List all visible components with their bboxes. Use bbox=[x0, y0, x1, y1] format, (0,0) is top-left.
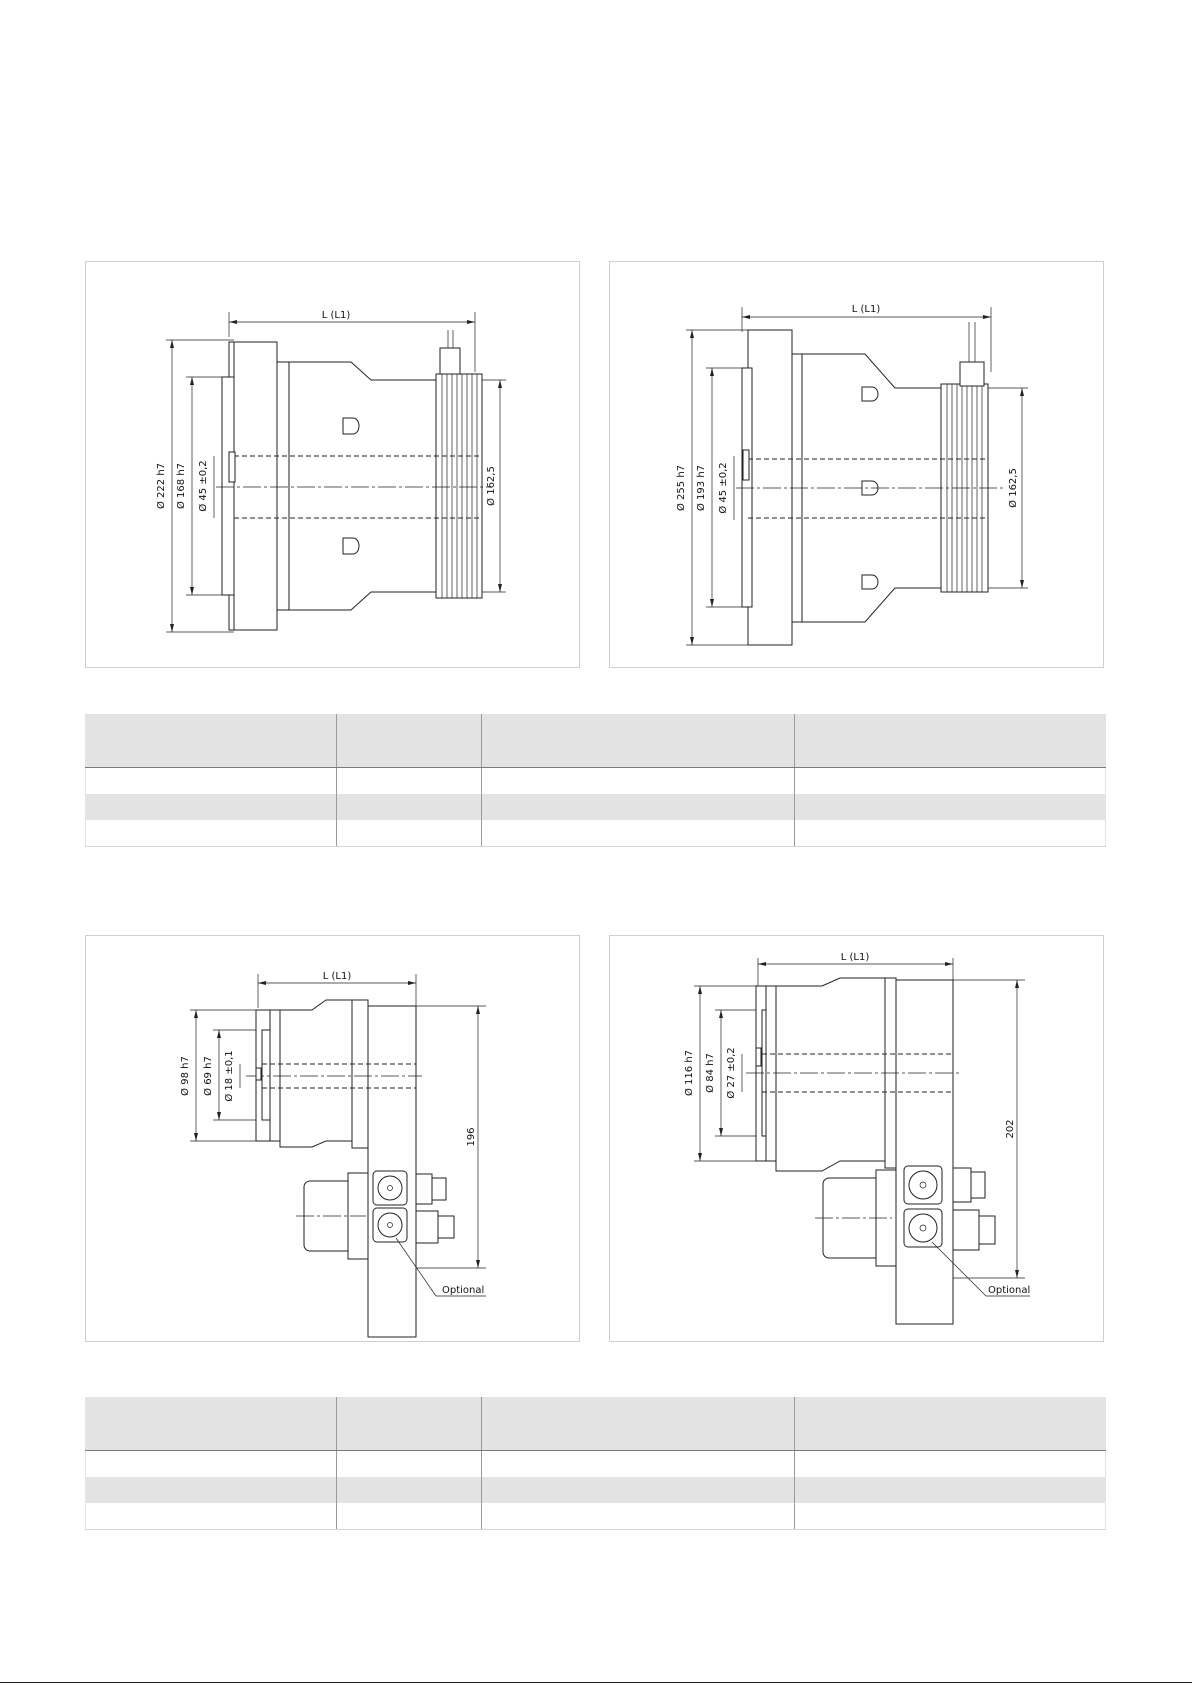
table-cell bbox=[482, 820, 795, 847]
table-row bbox=[86, 1503, 1106, 1530]
table-cell bbox=[86, 1503, 337, 1530]
table-cell bbox=[337, 1477, 482, 1503]
technical-drawing-top-left bbox=[86, 262, 581, 669]
cable-gland bbox=[440, 348, 460, 374]
length-label: L (L1) bbox=[851, 304, 881, 315]
table-cell bbox=[86, 820, 337, 847]
outer-diameter-label: Ø 255 h7 bbox=[676, 464, 687, 512]
length-label: L (L1) bbox=[322, 971, 352, 982]
table-cell bbox=[337, 768, 482, 795]
table-cell bbox=[795, 820, 1106, 847]
table-cell bbox=[482, 794, 795, 820]
optional-label: Optional bbox=[442, 1285, 485, 1296]
table-row bbox=[86, 1451, 1106, 1478]
table-header-row bbox=[86, 715, 1106, 768]
mid-diameter-label: Ø 69 h7 bbox=[203, 1056, 214, 1096]
table-cell bbox=[795, 768, 1106, 795]
outer-diameter-label: Ø 222 h7 bbox=[156, 462, 167, 510]
bore-diameter-label: Ø 27 ±0,2 bbox=[726, 1047, 737, 1099]
optional-label: Optional bbox=[988, 1285, 1031, 1296]
connector-icon bbox=[904, 1166, 942, 1204]
table-cell bbox=[337, 794, 482, 820]
right-diameter-label: Ø 162,5 bbox=[486, 466, 497, 506]
table-header-cell bbox=[482, 1398, 795, 1451]
table-header-cell bbox=[795, 715, 1106, 768]
connector-plug-icon bbox=[953, 1168, 995, 1250]
table-cell bbox=[337, 1451, 482, 1478]
table-cell bbox=[337, 820, 482, 847]
outer-diameter-label: Ø 116 h7 bbox=[684, 1049, 695, 1097]
connector-icon bbox=[373, 1171, 407, 1205]
table-header-cell bbox=[482, 715, 795, 768]
right-diameter-label: Ø 162,5 bbox=[1008, 468, 1019, 508]
table-cell bbox=[482, 1477, 795, 1503]
table-header-cell bbox=[795, 1398, 1106, 1451]
bore-diameter-label: Ø 45 ±0,2 bbox=[718, 462, 729, 514]
mid-diameter-label: Ø 84 h7 bbox=[705, 1053, 716, 1093]
length-label: L (L1) bbox=[840, 952, 870, 963]
table-header-row bbox=[86, 1398, 1106, 1451]
mid-diameter-label: Ø 168 h7 bbox=[176, 462, 187, 510]
table-cell bbox=[795, 1477, 1106, 1503]
outer-diameter-label: Ø 98 h7 bbox=[180, 1056, 191, 1096]
technical-drawing-bottom-right bbox=[610, 936, 1105, 1343]
mid-diameter-label: Ø 193 h7 bbox=[696, 464, 707, 512]
drawing-panel-top-left bbox=[85, 261, 580, 668]
table-row bbox=[86, 820, 1106, 847]
table-cell bbox=[482, 768, 795, 795]
table-cell bbox=[795, 1451, 1106, 1478]
bore-diameter-label: Ø 45 ±0,2 bbox=[198, 460, 209, 512]
drawing-panel-top-right bbox=[609, 261, 1104, 668]
table-cell bbox=[795, 1503, 1106, 1530]
table-cell bbox=[86, 794, 337, 820]
table-cell bbox=[86, 768, 337, 795]
table-cell bbox=[86, 1477, 337, 1503]
table-header-cell bbox=[86, 1398, 337, 1451]
length-label: L (L1) bbox=[321, 310, 351, 321]
table-header-cell bbox=[337, 1398, 482, 1451]
technical-drawing-bottom-left bbox=[86, 936, 581, 1343]
table-row bbox=[86, 794, 1106, 820]
height-label: 202 bbox=[1005, 1119, 1016, 1139]
connector-icon bbox=[373, 1208, 407, 1242]
technical-drawing-top-right bbox=[610, 262, 1105, 669]
table-header-cell bbox=[86, 715, 337, 768]
table-row bbox=[86, 768, 1106, 795]
footer-rule bbox=[0, 1682, 1192, 1683]
spec-table-2 bbox=[85, 1397, 1106, 1530]
height-label: 196 bbox=[466, 1127, 477, 1147]
spec-table-1 bbox=[85, 714, 1106, 847]
table-cell bbox=[482, 1451, 795, 1478]
bore-diameter-label: Ø 18 ±0,1 bbox=[224, 1050, 235, 1102]
connector-icon bbox=[904, 1209, 942, 1247]
table-cell bbox=[337, 1503, 482, 1530]
table-header-cell bbox=[337, 715, 482, 768]
drawing-panel-bottom-left bbox=[85, 935, 580, 1342]
cable-gland bbox=[960, 362, 984, 386]
drawing-panel-bottom-right bbox=[609, 935, 1104, 1342]
connector-plug-icon bbox=[416, 1174, 454, 1243]
table-row bbox=[86, 1477, 1106, 1503]
table-cell bbox=[86, 1451, 337, 1478]
table-cell bbox=[482, 1503, 795, 1530]
table-cell bbox=[795, 794, 1106, 820]
